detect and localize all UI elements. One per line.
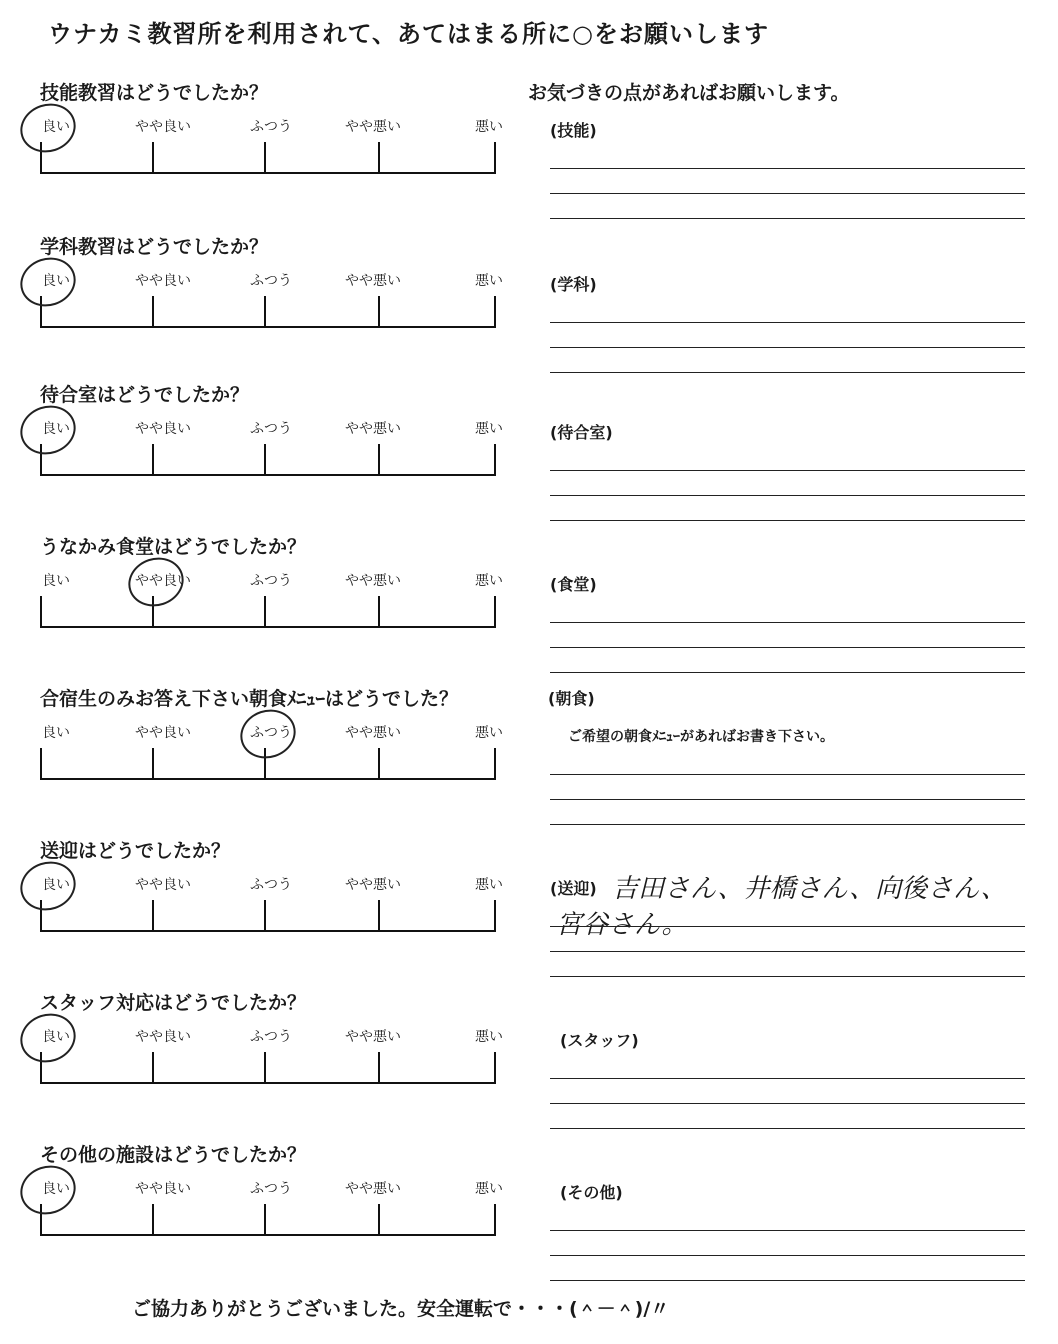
option-average[interactable]: ふつう bbox=[250, 273, 292, 289]
option-average[interactable]: ふつう bbox=[250, 1029, 292, 1045]
option-fairly-good[interactable]: やや良い bbox=[135, 877, 191, 893]
scale-tick bbox=[264, 444, 266, 474]
option-fairly-good[interactable]: やや良い bbox=[135, 1029, 191, 1045]
comment-lines[interactable] bbox=[550, 446, 1025, 521]
scale-tick bbox=[378, 142, 380, 172]
option-bad[interactable]: 悪い bbox=[475, 273, 503, 289]
comment-line bbox=[550, 952, 1025, 977]
section-cafeteria bbox=[0, 532, 1058, 682]
scale-track bbox=[40, 142, 496, 174]
option-average[interactable]: ふつう bbox=[250, 421, 292, 437]
comment-lines[interactable] bbox=[550, 750, 1025, 825]
comment-label: (食堂) bbox=[550, 575, 597, 594]
comment-line bbox=[550, 471, 1025, 496]
handwritten-comment: 宮谷さん。 bbox=[556, 910, 688, 940]
option-bad[interactable]: 悪い bbox=[475, 119, 503, 135]
comment-line bbox=[550, 298, 1025, 323]
scale-tick bbox=[264, 900, 266, 930]
scale-tick bbox=[152, 444, 154, 474]
question-text: 学科教習はどうでしたか？ bbox=[40, 236, 269, 258]
scale-track bbox=[40, 296, 496, 328]
comment-line bbox=[550, 1054, 1025, 1079]
section-staff bbox=[0, 988, 1058, 1138]
option-bad[interactable]: 悪い bbox=[475, 421, 503, 437]
comment-line bbox=[550, 144, 1025, 169]
scale-tick bbox=[264, 1204, 266, 1234]
comment-label: (朝食) bbox=[548, 689, 595, 708]
option-average[interactable]: ふつう bbox=[250, 573, 292, 589]
comment-line bbox=[550, 446, 1025, 471]
option-fairly-good[interactable]: やや良い bbox=[135, 725, 191, 741]
question-text: その他の施設はどうでしたか？ bbox=[40, 1144, 307, 1166]
rating-scale bbox=[40, 418, 503, 478]
scale-tick bbox=[264, 1052, 266, 1082]
comment-line bbox=[550, 800, 1025, 825]
rating-scale bbox=[40, 116, 503, 176]
scale-tick bbox=[378, 444, 380, 474]
comment-line bbox=[550, 1206, 1025, 1231]
question-text: スタッフ対応はどうでしたか？ bbox=[40, 992, 307, 1014]
section-skills bbox=[0, 78, 1058, 228]
comment-line bbox=[550, 194, 1025, 219]
comment-label: (その他) bbox=[560, 1183, 623, 1202]
section-breakfast bbox=[0, 684, 1058, 834]
scale-track bbox=[40, 444, 496, 476]
section-other-facilities bbox=[0, 1140, 1058, 1290]
comment-lines[interactable] bbox=[550, 1054, 1025, 1129]
option-average[interactable]: ふつう bbox=[250, 1181, 292, 1197]
comment-line bbox=[550, 750, 1025, 775]
option-fairly-good[interactable]: やや良い bbox=[135, 1181, 191, 1197]
option-good[interactable]: 良い bbox=[42, 421, 70, 437]
option-good[interactable]: 良い bbox=[42, 1029, 70, 1045]
question-text: 送迎はどうでしたか？ bbox=[40, 840, 231, 862]
option-bad[interactable]: 悪い bbox=[475, 725, 503, 741]
rating-scale bbox=[40, 722, 503, 782]
option-fairly-bad[interactable]: やや悪い bbox=[345, 273, 401, 289]
option-average[interactable]: ふつう bbox=[250, 877, 292, 893]
option-fairly-bad[interactable]: やや悪い bbox=[345, 573, 401, 589]
scale-tick bbox=[378, 1052, 380, 1082]
question-text: 待合室はどうでしたか？ bbox=[40, 384, 250, 406]
option-fairly-bad[interactable]: やや悪い bbox=[345, 877, 401, 893]
option-fairly-good[interactable]: やや良い bbox=[135, 421, 191, 437]
scale-track bbox=[40, 900, 496, 932]
footer-thanks: ご協力ありがとうございました。安全運転で・・・(＾－＾)/〃 bbox=[132, 1298, 670, 1320]
comment-line bbox=[550, 1256, 1025, 1281]
scale-tick bbox=[264, 296, 266, 326]
option-average[interactable]: ふつう bbox=[250, 119, 292, 135]
option-good[interactable]: 良い bbox=[42, 1181, 70, 1197]
handwritten-comment: 吉田さん、井橋さん、向後さん、 bbox=[612, 874, 1007, 904]
option-good[interactable]: 良い bbox=[42, 877, 70, 893]
option-good[interactable]: 良い bbox=[42, 573, 70, 589]
comment-label: (学科) bbox=[550, 275, 597, 294]
option-good[interactable]: 良い bbox=[42, 119, 70, 135]
comment-lines[interactable] bbox=[550, 902, 1025, 977]
option-fairly-bad[interactable]: やや悪い bbox=[345, 1029, 401, 1045]
comment-label: (技能) bbox=[550, 121, 597, 140]
scale-track bbox=[40, 1052, 496, 1084]
option-bad[interactable]: 悪い bbox=[475, 1029, 503, 1045]
option-good[interactable]: 良い bbox=[42, 725, 70, 741]
scale-tick bbox=[378, 1204, 380, 1234]
survey-title: ウナカミ教習所を利用されて、あてはまる所に○をお願いします bbox=[48, 20, 769, 48]
comment-line bbox=[550, 623, 1025, 648]
rating-scale bbox=[40, 270, 503, 330]
comment-label: (待合室) bbox=[550, 423, 613, 442]
option-good[interactable]: 良い bbox=[42, 273, 70, 289]
option-average[interactable]: ふつう bbox=[250, 725, 292, 741]
rating-scale bbox=[40, 1178, 503, 1238]
comment-lines[interactable] bbox=[550, 298, 1025, 373]
comment-line bbox=[550, 648, 1025, 673]
option-bad[interactable]: 悪い bbox=[475, 573, 503, 589]
breakfast-request-note: ご希望の朝食ﾒﾆｭｰがあればお書き下さい。 bbox=[568, 729, 834, 745]
scale-tick bbox=[378, 748, 380, 778]
comment-lines[interactable] bbox=[550, 598, 1025, 673]
option-fairly-bad[interactable]: やや悪い bbox=[345, 421, 401, 437]
scale-tick bbox=[378, 900, 380, 930]
comment-line bbox=[550, 169, 1025, 194]
scale-track bbox=[40, 1204, 496, 1236]
comments-header: お気づきの点があればお願いします。 bbox=[528, 82, 850, 104]
scale-tick bbox=[152, 1052, 154, 1082]
comment-lines[interactable] bbox=[550, 1206, 1025, 1281]
rating-scale bbox=[40, 874, 503, 934]
scale-track bbox=[40, 596, 496, 628]
rating-scale bbox=[40, 570, 503, 630]
option-fairly-good[interactable]: やや良い bbox=[135, 573, 191, 589]
section-shuttle bbox=[0, 836, 1058, 986]
option-bad[interactable]: 悪い bbox=[475, 1181, 503, 1197]
section-classroom bbox=[0, 232, 1058, 382]
rating-scale bbox=[40, 1026, 503, 1086]
option-fairly-bad[interactable]: やや悪い bbox=[345, 725, 401, 741]
question-text: 技能教習はどうでしたか？ bbox=[40, 82, 269, 104]
scale-tick bbox=[378, 296, 380, 326]
scale-tick bbox=[152, 748, 154, 778]
comment-line bbox=[550, 1104, 1025, 1129]
option-fairly-good[interactable]: やや良い bbox=[135, 119, 191, 135]
question-text: 合宿生のみお答え下さい朝食ﾒﾆｭｰはどうでした？ bbox=[40, 688, 459, 710]
comment-line bbox=[550, 927, 1025, 952]
comment-line bbox=[550, 902, 1025, 927]
comment-line bbox=[550, 496, 1025, 521]
comment-line bbox=[550, 1079, 1025, 1104]
comment-line bbox=[550, 1231, 1025, 1256]
comment-line bbox=[550, 348, 1025, 373]
comment-label: (スタッフ) bbox=[560, 1031, 639, 1050]
comment-label: (送迎) bbox=[550, 879, 597, 898]
scale-tick bbox=[264, 596, 266, 626]
scale-tick bbox=[264, 142, 266, 172]
option-fairly-bad[interactable]: やや悪い bbox=[345, 1181, 401, 1197]
scale-tick bbox=[152, 1204, 154, 1234]
scale-tick bbox=[378, 596, 380, 626]
comment-line bbox=[550, 323, 1025, 348]
scale-tick bbox=[152, 296, 154, 326]
comment-line bbox=[550, 775, 1025, 800]
scale-tick bbox=[152, 142, 154, 172]
question-text: うなかみ食堂はどうでしたか？ bbox=[40, 536, 307, 558]
option-fairly-good[interactable]: やや良い bbox=[135, 273, 191, 289]
option-fairly-bad[interactable]: やや悪い bbox=[345, 119, 401, 135]
comment-lines[interactable] bbox=[550, 144, 1025, 219]
option-bad[interactable]: 悪い bbox=[475, 877, 503, 893]
scale-tick bbox=[152, 900, 154, 930]
comment-line bbox=[550, 598, 1025, 623]
section-waiting-room bbox=[0, 380, 1058, 530]
